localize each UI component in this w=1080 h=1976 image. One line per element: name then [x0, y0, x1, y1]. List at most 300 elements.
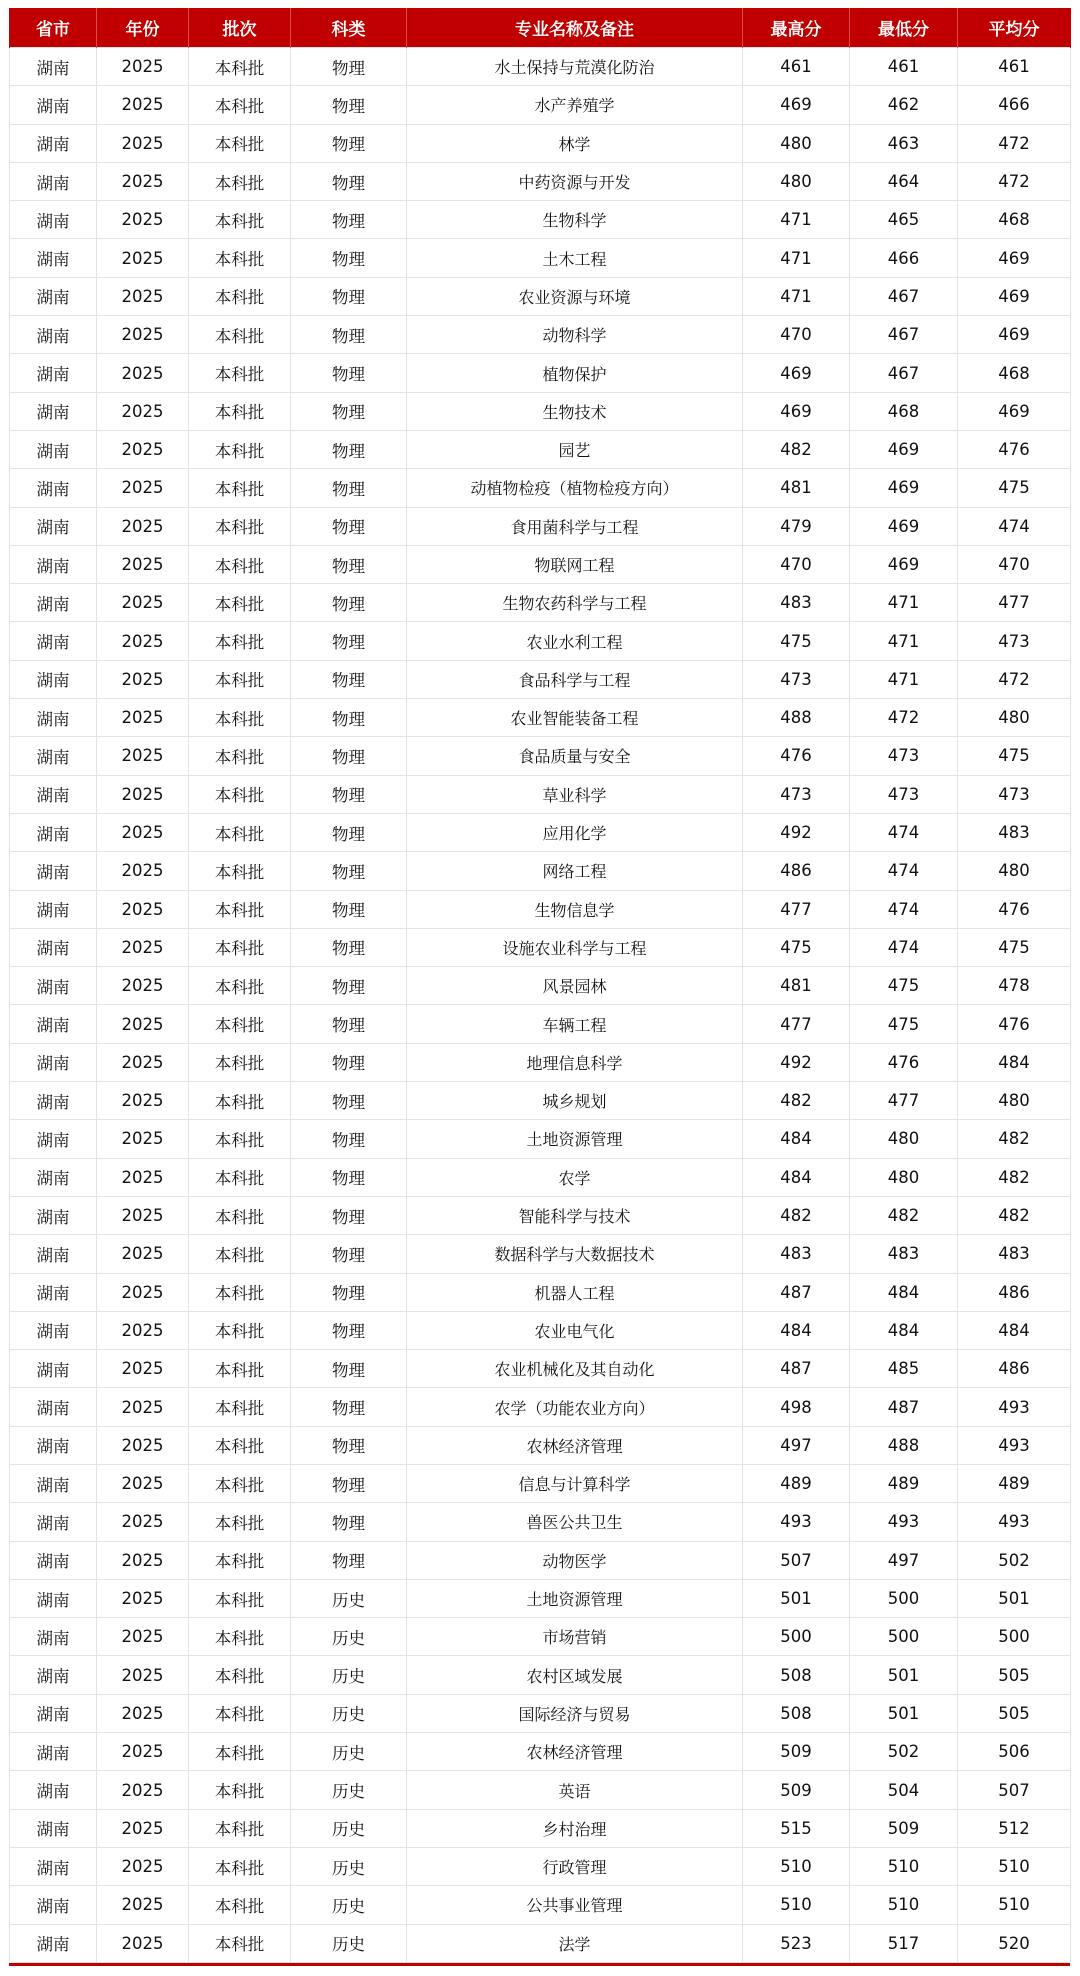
cell-province: 湖南 [10, 1082, 97, 1120]
cell-batch: 本科批 [189, 316, 291, 354]
cell-batch: 本科批 [189, 1005, 291, 1043]
cell-province: 湖南 [10, 928, 97, 966]
cell-subject: 物理 [291, 48, 407, 86]
header-min-score: 最低分 [850, 8, 958, 48]
cell-avg-score: 505 [958, 1694, 1071, 1732]
table-row [10, 699, 1071, 737]
cell-major: 农林经济管理 [407, 1426, 743, 1464]
cell-min-score: 489 [850, 1464, 958, 1502]
cell-province: 湖南 [10, 1656, 97, 1694]
cell-year: 2025 [97, 1196, 189, 1234]
cell-province: 湖南 [10, 1388, 97, 1426]
cell-max-score: 471 [743, 277, 850, 315]
score-table-container [9, 8, 1070, 1963]
table-row [10, 86, 1071, 124]
cell-major: 物联网工程 [407, 545, 743, 583]
cell-min-score: 464 [850, 162, 958, 200]
header-major: 专业名称及备注 [407, 8, 743, 48]
cell-min-score: 474 [850, 928, 958, 966]
table-row [10, 1733, 1071, 1771]
cell-avg-score: 470 [958, 545, 1071, 583]
cell-year: 2025 [97, 1733, 189, 1771]
table-row [10, 967, 1071, 1005]
cell-major: 农业水利工程 [407, 622, 743, 660]
cell-min-score: 469 [850, 430, 958, 468]
cell-batch: 本科批 [189, 1235, 291, 1273]
cell-year: 2025 [97, 1235, 189, 1273]
cell-max-score: 501 [743, 1579, 850, 1617]
table-row [10, 1618, 1071, 1656]
cell-subject: 物理 [291, 1541, 407, 1579]
cell-subject: 物理 [291, 124, 407, 162]
cell-province: 湖南 [10, 1886, 97, 1924]
cell-subject: 物理 [291, 852, 407, 890]
cell-province: 湖南 [10, 316, 97, 354]
cell-province: 湖南 [10, 1618, 97, 1656]
cell-year: 2025 [97, 124, 189, 162]
cell-major: 生物科学 [407, 201, 743, 239]
cell-province: 湖南 [10, 1350, 97, 1388]
cell-min-score: 465 [850, 201, 958, 239]
cell-batch: 本科批 [189, 1196, 291, 1234]
cell-province: 湖南 [10, 584, 97, 622]
cell-avg-score: 472 [958, 660, 1071, 698]
cell-major: 城乡规划 [407, 1082, 743, 1120]
cell-major: 植物保护 [407, 354, 743, 392]
table-row [10, 622, 1071, 660]
cell-min-score: 471 [850, 660, 958, 698]
cell-major: 土木工程 [407, 239, 743, 277]
cell-max-score: 471 [743, 201, 850, 239]
cell-province: 湖南 [10, 1771, 97, 1809]
cell-major: 机器人工程 [407, 1273, 743, 1311]
cell-avg-score: 478 [958, 967, 1071, 1005]
cell-avg-score: 493 [958, 1426, 1071, 1464]
cell-max-score: 484 [743, 1311, 850, 1349]
cell-major: 应用化学 [407, 813, 743, 851]
header-row [10, 8, 1071, 48]
cell-min-score: 468 [850, 392, 958, 430]
cell-subject: 物理 [291, 430, 407, 468]
header-subject: 科类 [291, 8, 407, 48]
cell-major: 农业智能装备工程 [407, 699, 743, 737]
cell-min-score: 469 [850, 545, 958, 583]
table-header [10, 8, 1071, 48]
cell-min-score: 510 [850, 1886, 958, 1924]
cell-province: 湖南 [10, 201, 97, 239]
cell-batch: 本科批 [189, 660, 291, 698]
cell-province: 湖南 [10, 1273, 97, 1311]
table-row [10, 584, 1071, 622]
cell-batch: 本科批 [189, 1618, 291, 1656]
cell-subject: 物理 [291, 1350, 407, 1388]
cell-max-score: 476 [743, 737, 850, 775]
cell-year: 2025 [97, 890, 189, 928]
cell-major: 中药资源与开发 [407, 162, 743, 200]
cell-batch: 本科批 [189, 430, 291, 468]
table-row [10, 737, 1071, 775]
cell-subject: 历史 [291, 1579, 407, 1617]
table-row [10, 354, 1071, 392]
cell-year: 2025 [97, 1503, 189, 1541]
cell-year: 2025 [97, 277, 189, 315]
cell-province: 湖南 [10, 507, 97, 545]
cell-subject: 物理 [291, 86, 407, 124]
cell-avg-score: 506 [958, 1733, 1071, 1771]
cell-year: 2025 [97, 1809, 189, 1847]
cell-max-score: 470 [743, 545, 850, 583]
cell-max-score: 469 [743, 392, 850, 430]
cell-avg-score: 468 [958, 354, 1071, 392]
cell-subject: 物理 [291, 699, 407, 737]
table-row [10, 1235, 1071, 1273]
cell-year: 2025 [97, 1311, 189, 1349]
cell-min-score: 482 [850, 1196, 958, 1234]
cell-batch: 本科批 [189, 469, 291, 507]
cell-subject: 物理 [291, 660, 407, 698]
cell-min-score: 473 [850, 775, 958, 813]
cell-max-score: 487 [743, 1350, 850, 1388]
cell-avg-score: 480 [958, 1082, 1071, 1120]
cell-province: 湖南 [10, 469, 97, 507]
cell-year: 2025 [97, 1771, 189, 1809]
table-row [10, 507, 1071, 545]
cell-max-score: 510 [743, 1847, 850, 1885]
cell-max-score: 497 [743, 1426, 850, 1464]
cell-major: 法学 [407, 1924, 743, 1962]
cell-max-score: 515 [743, 1809, 850, 1847]
header-avg-score: 平均分 [958, 8, 1071, 48]
cell-subject: 物理 [291, 890, 407, 928]
cell-subject: 物理 [291, 584, 407, 622]
cell-min-score: 501 [850, 1694, 958, 1732]
cell-batch: 本科批 [189, 1886, 291, 1924]
cell-avg-score: 483 [958, 813, 1071, 851]
cell-min-score: 484 [850, 1273, 958, 1311]
cell-major: 农业机械化及其自动化 [407, 1350, 743, 1388]
cell-batch: 本科批 [189, 1541, 291, 1579]
cell-avg-score: 482 [958, 1196, 1071, 1234]
cell-min-score: 501 [850, 1656, 958, 1694]
cell-year: 2025 [97, 86, 189, 124]
cell-province: 湖南 [10, 1694, 97, 1732]
cell-batch: 本科批 [189, 1388, 291, 1426]
cell-max-score: 482 [743, 430, 850, 468]
cell-subject: 物理 [291, 316, 407, 354]
cell-year: 2025 [97, 392, 189, 430]
cell-avg-score: 477 [958, 584, 1071, 622]
cell-year: 2025 [97, 1656, 189, 1694]
cell-min-score: 467 [850, 277, 958, 315]
table-row [10, 162, 1071, 200]
cell-subject: 历史 [291, 1656, 407, 1694]
cell-major: 园艺 [407, 430, 743, 468]
cell-min-score: 487 [850, 1388, 958, 1426]
cell-max-score: 475 [743, 928, 850, 966]
cell-avg-score: 472 [958, 162, 1071, 200]
cell-min-score: 483 [850, 1235, 958, 1273]
cell-major: 风景园林 [407, 967, 743, 1005]
cell-subject: 物理 [291, 928, 407, 966]
cell-subject: 物理 [291, 201, 407, 239]
cell-province: 湖南 [10, 430, 97, 468]
cell-batch: 本科批 [189, 1656, 291, 1694]
cell-max-score: 509 [743, 1733, 850, 1771]
cell-year: 2025 [97, 737, 189, 775]
cell-subject: 物理 [291, 775, 407, 813]
cell-province: 湖南 [10, 162, 97, 200]
cell-year: 2025 [97, 1043, 189, 1081]
cell-avg-score: 507 [958, 1771, 1071, 1809]
cell-province: 湖南 [10, 1541, 97, 1579]
cell-batch: 本科批 [189, 967, 291, 1005]
cell-province: 湖南 [10, 1235, 97, 1273]
cell-subject: 物理 [291, 1464, 407, 1502]
cell-avg-score: 500 [958, 1618, 1071, 1656]
header-batch: 批次 [189, 8, 291, 48]
cell-subject: 物理 [291, 1311, 407, 1349]
cell-avg-score: 480 [958, 852, 1071, 890]
table-row [10, 1847, 1071, 1885]
cell-avg-score: 510 [958, 1886, 1071, 1924]
table-row [10, 1120, 1071, 1158]
cell-batch: 本科批 [189, 1771, 291, 1809]
cell-min-score: 471 [850, 584, 958, 622]
table-row [10, 316, 1071, 354]
cell-subject: 物理 [291, 507, 407, 545]
cell-avg-score: 476 [958, 890, 1071, 928]
table-row [10, 1311, 1071, 1349]
cell-year: 2025 [97, 1350, 189, 1388]
cell-max-score: 469 [743, 354, 850, 392]
cell-avg-score: 505 [958, 1656, 1071, 1694]
table-row [10, 545, 1071, 583]
cell-max-score: 488 [743, 699, 850, 737]
cell-province: 湖南 [10, 1311, 97, 1349]
cell-batch: 本科批 [189, 162, 291, 200]
cell-year: 2025 [97, 1388, 189, 1426]
cell-major: 市场营销 [407, 1618, 743, 1656]
cell-province: 湖南 [10, 545, 97, 583]
cell-min-score: 475 [850, 1005, 958, 1043]
cell-min-score: 467 [850, 316, 958, 354]
cell-batch: 本科批 [189, 201, 291, 239]
cell-min-score: 474 [850, 890, 958, 928]
cell-min-score: 493 [850, 1503, 958, 1541]
cell-min-score: 502 [850, 1733, 958, 1771]
cell-max-score: 471 [743, 239, 850, 277]
cell-batch: 本科批 [189, 1694, 291, 1732]
cell-major: 行政管理 [407, 1847, 743, 1885]
cell-province: 湖南 [10, 1503, 97, 1541]
cell-major: 动物科学 [407, 316, 743, 354]
cell-avg-score: 482 [958, 1120, 1071, 1158]
cell-subject: 物理 [291, 1426, 407, 1464]
cell-year: 2025 [97, 201, 189, 239]
table-row [10, 1579, 1071, 1617]
cell-year: 2025 [97, 1694, 189, 1732]
cell-province: 湖南 [10, 660, 97, 698]
table-row [10, 469, 1071, 507]
cell-major: 农业电气化 [407, 1311, 743, 1349]
cell-min-score: 484 [850, 1311, 958, 1349]
cell-avg-score: 512 [958, 1809, 1071, 1847]
cell-avg-score: 501 [958, 1579, 1071, 1617]
header-max-score: 最高分 [743, 8, 850, 48]
cell-subject: 历史 [291, 1809, 407, 1847]
table-row [10, 1158, 1071, 1196]
cell-avg-score: 476 [958, 430, 1071, 468]
cell-batch: 本科批 [189, 354, 291, 392]
cell-avg-score: 482 [958, 1158, 1071, 1196]
cell-major: 车辆工程 [407, 1005, 743, 1043]
cell-batch: 本科批 [189, 1273, 291, 1311]
cell-province: 湖南 [10, 1464, 97, 1502]
cell-province: 湖南 [10, 967, 97, 1005]
cell-min-score: 510 [850, 1847, 958, 1885]
cell-major: 智能科学与技术 [407, 1196, 743, 1234]
cell-major: 生物技术 [407, 392, 743, 430]
cell-max-score: 507 [743, 1541, 850, 1579]
cell-min-score: 488 [850, 1426, 958, 1464]
cell-major: 动植物检疫（植物检疫方向） [407, 469, 743, 507]
cell-min-score: 474 [850, 813, 958, 851]
cell-major: 农学 [407, 1158, 743, 1196]
table-row [10, 48, 1071, 86]
cell-major: 土地资源管理 [407, 1120, 743, 1158]
cell-year: 2025 [97, 1924, 189, 1962]
cell-avg-score: 475 [958, 928, 1071, 966]
cell-batch: 本科批 [189, 545, 291, 583]
cell-batch: 本科批 [189, 392, 291, 430]
cell-province: 湖南 [10, 1196, 97, 1234]
cell-avg-score: 461 [958, 48, 1071, 86]
cell-year: 2025 [97, 775, 189, 813]
cell-major: 乡村治理 [407, 1809, 743, 1847]
cell-avg-score: 476 [958, 1005, 1071, 1043]
cell-year: 2025 [97, 1082, 189, 1120]
cell-min-score: 474 [850, 852, 958, 890]
cell-batch: 本科批 [189, 1120, 291, 1158]
cell-major: 网络工程 [407, 852, 743, 890]
cell-min-score: 461 [850, 48, 958, 86]
cell-major: 兽医公共卫生 [407, 1503, 743, 1541]
cell-avg-score: 484 [958, 1311, 1071, 1349]
cell-max-score: 480 [743, 162, 850, 200]
cell-subject: 物理 [291, 162, 407, 200]
cell-max-score: 473 [743, 775, 850, 813]
cell-province: 湖南 [10, 354, 97, 392]
cell-subject: 物理 [291, 813, 407, 851]
cell-max-score: 508 [743, 1656, 850, 1694]
cell-min-score: 500 [850, 1618, 958, 1656]
table-row [10, 1694, 1071, 1732]
table-row [10, 392, 1071, 430]
cell-subject: 物理 [291, 1273, 407, 1311]
cell-major: 农学（功能农业方向） [407, 1388, 743, 1426]
cell-batch: 本科批 [189, 48, 291, 86]
table-row [10, 1809, 1071, 1847]
cell-batch: 本科批 [189, 775, 291, 813]
cell-batch: 本科批 [189, 124, 291, 162]
table-row [10, 928, 1071, 966]
cell-batch: 本科批 [189, 928, 291, 966]
cell-province: 湖南 [10, 1809, 97, 1847]
cell-subject: 物理 [291, 1005, 407, 1043]
cell-avg-score: 486 [958, 1273, 1071, 1311]
cell-major: 农林经济管理 [407, 1733, 743, 1771]
table-row [10, 239, 1071, 277]
table-bottom-border [9, 1963, 1070, 1966]
cell-subject: 物理 [291, 1120, 407, 1158]
cell-avg-score: 469 [958, 239, 1071, 277]
cell-avg-score: 486 [958, 1350, 1071, 1388]
cell-avg-score: 480 [958, 699, 1071, 737]
cell-min-score: 477 [850, 1082, 958, 1120]
cell-major: 设施农业科学与工程 [407, 928, 743, 966]
cell-subject: 物理 [291, 277, 407, 315]
cell-max-score: 470 [743, 316, 850, 354]
table-row [10, 1043, 1071, 1081]
table-row [10, 1464, 1071, 1502]
cell-max-score: 477 [743, 890, 850, 928]
table-row [10, 813, 1071, 851]
cell-batch: 本科批 [189, 1043, 291, 1081]
cell-year: 2025 [97, 354, 189, 392]
cell-year: 2025 [97, 545, 189, 583]
cell-min-score: 469 [850, 507, 958, 545]
cell-subject: 物理 [291, 392, 407, 430]
cell-max-score: 482 [743, 1082, 850, 1120]
table-row [10, 1082, 1071, 1120]
cell-year: 2025 [97, 660, 189, 698]
cell-subject: 物理 [291, 1043, 407, 1081]
cell-year: 2025 [97, 162, 189, 200]
cell-avg-score: 483 [958, 1235, 1071, 1273]
cell-avg-score: 484 [958, 1043, 1071, 1081]
cell-province: 湖南 [10, 239, 97, 277]
cell-subject: 物理 [291, 545, 407, 583]
header-year: 年份 [97, 8, 189, 48]
cell-batch: 本科批 [189, 1503, 291, 1541]
cell-batch: 本科批 [189, 1924, 291, 1962]
cell-max-score: 484 [743, 1120, 850, 1158]
table-row [10, 1196, 1071, 1234]
cell-major: 信息与计算科学 [407, 1464, 743, 1502]
cell-subject: 历史 [291, 1847, 407, 1885]
cell-min-score: 509 [850, 1809, 958, 1847]
cell-max-score: 475 [743, 622, 850, 660]
cell-province: 湖南 [10, 1733, 97, 1771]
cell-max-score: 477 [743, 1005, 850, 1043]
cell-year: 2025 [97, 1273, 189, 1311]
cell-batch: 本科批 [189, 813, 291, 851]
cell-province: 湖南 [10, 277, 97, 315]
cell-major: 食用菌科学与工程 [407, 507, 743, 545]
cell-year: 2025 [97, 1847, 189, 1885]
cell-subject: 物理 [291, 1158, 407, 1196]
cell-max-score: 484 [743, 1158, 850, 1196]
cell-subject: 物理 [291, 622, 407, 660]
cell-avg-score: 468 [958, 201, 1071, 239]
cell-max-score: 473 [743, 660, 850, 698]
cell-min-score: 485 [850, 1350, 958, 1388]
cell-province: 湖南 [10, 1847, 97, 1885]
cell-batch: 本科批 [189, 1350, 291, 1388]
cell-avg-score: 473 [958, 775, 1071, 813]
cell-max-score: 482 [743, 1196, 850, 1234]
cell-year: 2025 [97, 239, 189, 277]
